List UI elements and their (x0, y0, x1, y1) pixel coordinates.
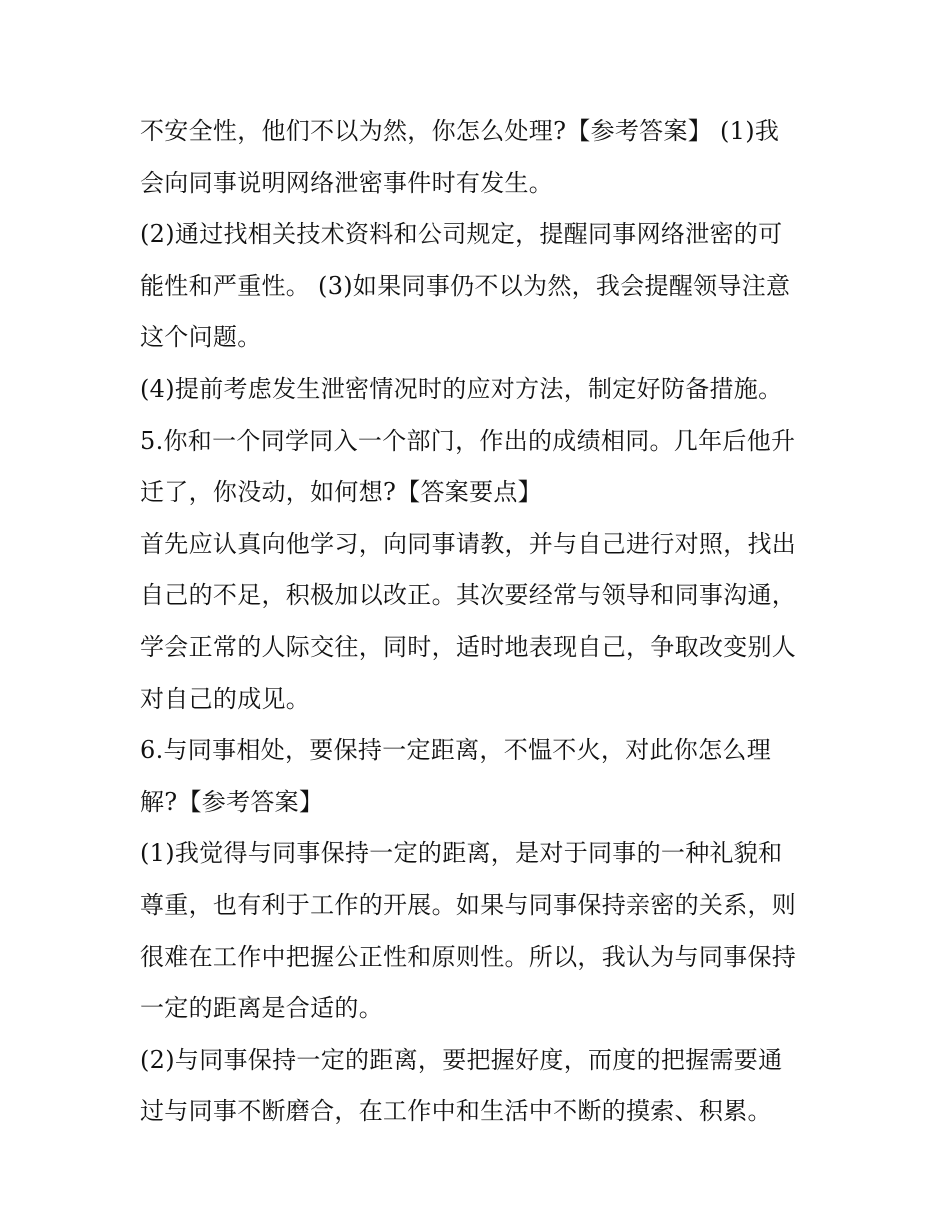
text-line: 自己的不足，积极加以改正。其次要经常与领导和同事沟通， (140, 581, 797, 610)
text-line: 迁了，你没动，如何想?【答案要点】 (140, 478, 542, 507)
text-line: 这个问题。 (140, 323, 262, 352)
text-line: 对自己的成见。 (140, 684, 311, 713)
text-line: (4)提前考虑发生泄密情况时的应对方法，制定好防备措施。 (140, 374, 783, 403)
text-line: (2)与同事保持一定的距离，要把握好度，而度的把握需要通 (140, 1045, 783, 1074)
text-line: 会向同事说明网络泄密事件时有发生。 (140, 168, 554, 197)
text-line: 很难在工作中把握公正性和原则性。所以，我认为与同事保持 (140, 942, 797, 971)
text-line: 一定的距离是合适的。 (140, 994, 383, 1023)
text-line: 5.你和一个同学同入一个部门，作出的成绩相同。几年后他升 (140, 426, 796, 455)
text-line: (2)通过找相关技术资料和公司规定，提醒同事网络泄密的可 (140, 220, 783, 249)
text-line: 解?【参考答案】 (140, 787, 324, 816)
text-line: 学会正常的人际交往，同时，适时地表现自己，争取改变别人 (140, 632, 797, 661)
text-line: 6.与同事相处，要保持一定距离，不愠不火，对此你怎么理 (140, 736, 771, 765)
text-line: 能性和严重性。 (3)如果同事仍不以为然，我会提醒领导注意 (140, 271, 791, 300)
text-line: 不安全性，他们不以为然，你怎么处理?【参考答案】 (1)我 (140, 117, 780, 145)
text-line: 过与同事不断磨合，在工作中和生活中不断的摸索、积累。 (140, 1097, 772, 1126)
text-line: (1)我觉得与同事保持一定的距离，是对于同事的一种礼貌和 (140, 839, 783, 868)
document-body (140, 106, 830, 1138)
text-line: 首先应认真向他学习，向同事请教，并与自己进行对照，找出 (140, 529, 797, 558)
text-line: 尊重，也有利于工作的开展。如果与同事保持亲密的关系，则 (140, 890, 797, 919)
